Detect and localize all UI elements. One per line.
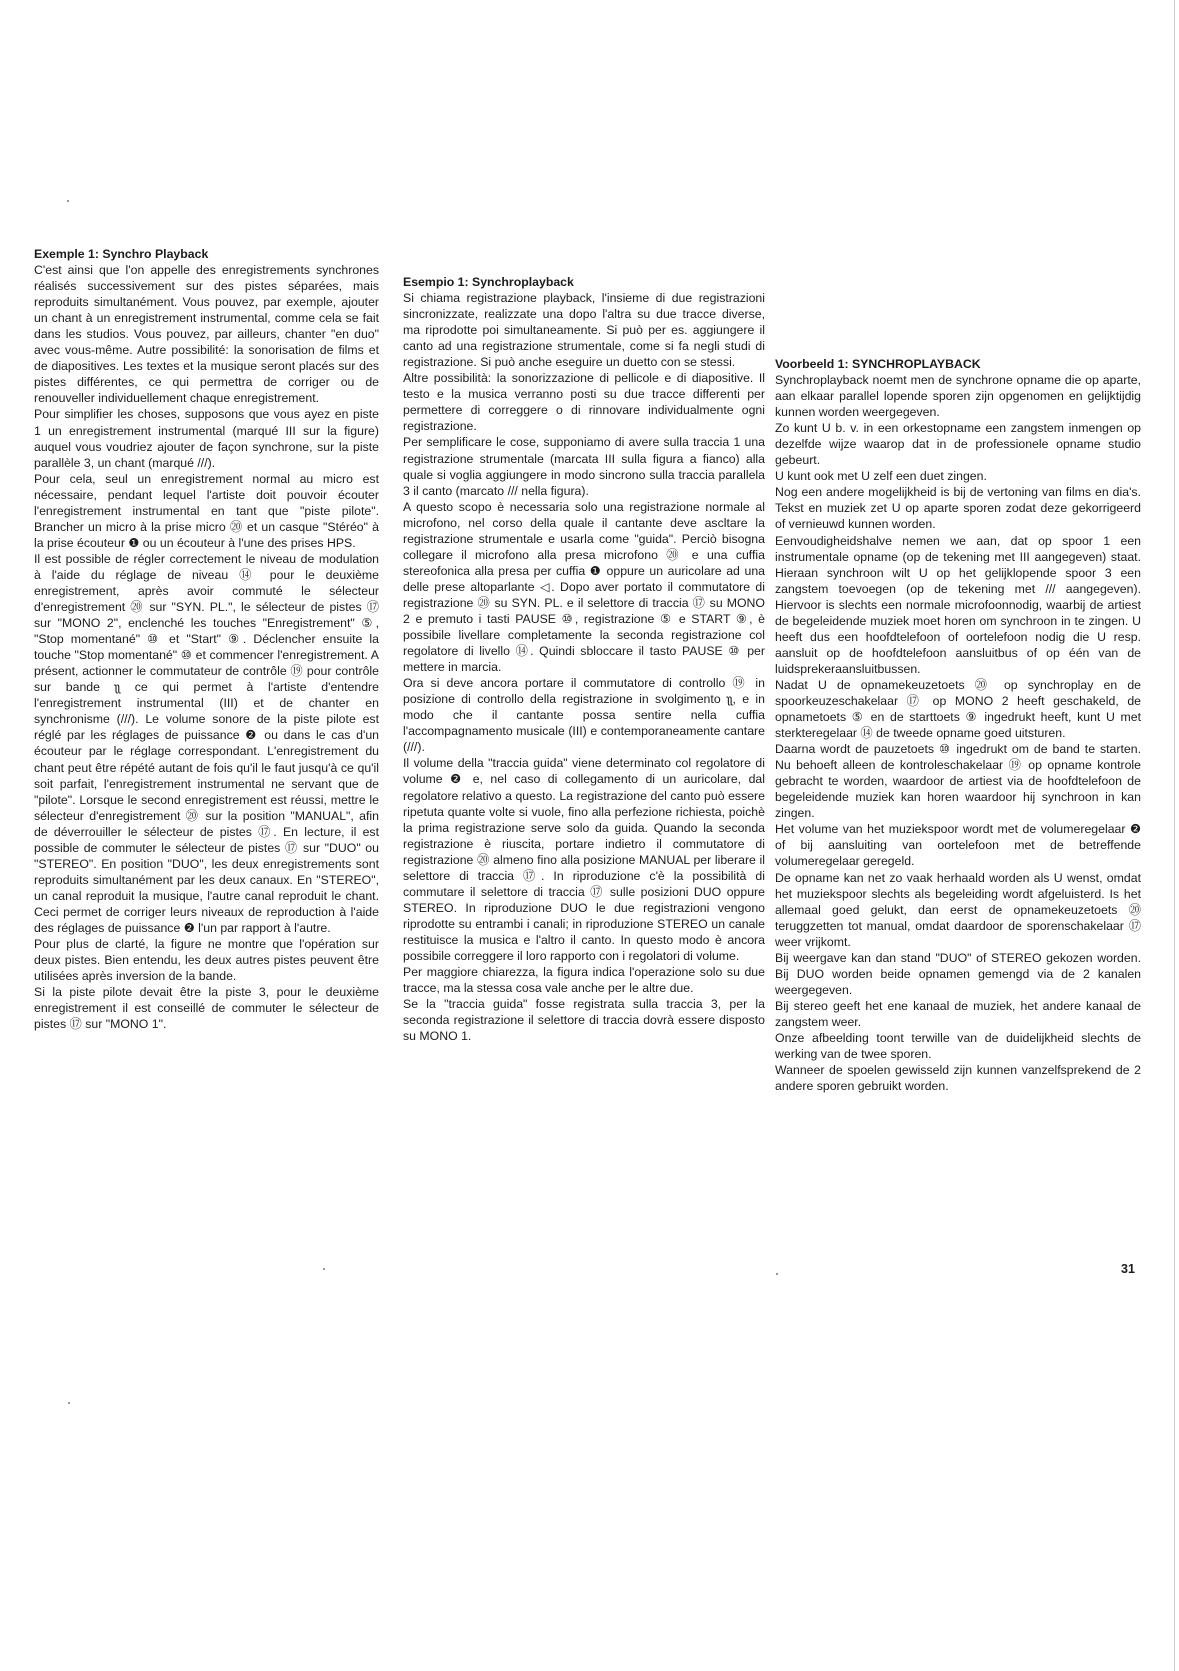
italian-paragraph: Ora si deve ancora portare il commutatore di controllo ⑲ in posizione di controllo della registrazione in svolgimento ʅʅ, e in modo che il cantante possa sentire nella cuffia l'accompagnamento musicale (III) e contemporaneamente cantare (///).	[403, 676, 765, 755]
dutch-paragraph: De opname kan net zo vaak herhaald worden als U wenst, omdat het muziekspoor slechts als begeleiding wordt afgeluisterd. Is het allemaal goed gelukt, dan eerst de opnamekeuzetoets ⑳ teruggzetten tot manual, omdat daardoor de sporenschakelaar ⑰ weer vrijkomt.	[775, 870, 1141, 949]
italian-paragraph: Il volume della "traccia guida" viene determinato col regolatore di volume ❷ e, nel caso di collegamento di un auricolare, dal regolatore relativo a questo. La registrazione del canto può essere ripetuta quante volte si vuole, fino alla perfezione richiesta, poichè la prima registrazione serve solo da guida. Quando la seconda registrazione è riuscita, portare indietro il commutatore di registrazione ⑳ almeno fino alla posizione MANUAL per liberare il selettore di traccia ⑰. In riproduzione c'è la possibilità di commutare il selettore di traccia ⑰ sulle posizioni DUO oppure STEREO. In riproduzione DUO le due registrazioni vengono riprodotte su entrambi i canali; in riproduzione STEREO un canale restituisce la musica e l'altro il canto. In questo modo è ancora possibile correggere il loro rapporto con i regolatori di volume.	[403, 756, 765, 963]
italian-paragraph: Per semplificare le cose, supponiamo di avere sulla traccia 1 una registrazione strumentale (marcata III sulla figura a fianco) alla quale si voglia aggiungere in modo sincrono sulla traccia parallela 3 il canto (marcato /// nella figura).	[403, 435, 765, 498]
italian-paragraph: Si chiama registrazione playback, l'insieme di due registrazioni sincronizzate, realizzate una dopo l'altra su due tracce diverse, ma riprodotte poi simultaneamente. Si può per es. aggiungere il canto ad una registrazione strumentale, come si fa negli studi di registrazione. Si può anche eseguire un duetto con se stessi.	[403, 291, 765, 370]
italian-paragraph: Altre possibilità: la sonorizzazione di pellicole e di diapositive. Il testo e la musica verranno posti su due tracce differenti per permettere di correggere o di rinnovare individualmente ogni registrazione.	[403, 371, 765, 434]
dutch-paragraph: Daarna wordt de pauzetoets ⑩ ingedrukt om de band te starten. Nu behoeft alleen de kontroleschakelaar ⑲ op opname kontrole gebracht te worden, waardoor de artiest via de hoofdtelefoon de begeleidende muziek kan horen waardoor hij synchroon in kan zingen.	[775, 742, 1141, 821]
dutch-paragraph: Wanneer de spoelen gewisseld zijn kunnen vanzelfsprekend de 2 andere sporen gebruikt worden.	[775, 1063, 1141, 1094]
dutch-column	[775, 356, 1141, 1094]
dutch-paragraph: Synchroplayback noemt men de synchrone opname die op aparte, aan elkaar parallel lopende sporen zijn opgenomen en gelijktijdig kunnen worden weergegeven.	[775, 373, 1141, 420]
dutch-paragraph: Bij stereo geeft het ene kanaal de muziek, het andere kanaal de zangstem weer.	[775, 998, 1141, 1029]
dutch-paragraph: U kunt ook met U zelf een duet zingen.	[775, 469, 987, 484]
dutch-paragraph: Nog een andere mogelijkheid is bij de vertoning van films en dia's. Tekst en muziek zet U op aparte sporen zodat deze gekorrigeerd of vernieuwd kunnen worden.	[775, 485, 1141, 532]
french-heading: Exemple 1: Synchro Playback	[34, 247, 209, 261]
scan-edge	[1174, 0, 1175, 1671]
french-paragraph: Si la piste pilote devait être la piste 3, pour le deuxième enregistrement il est conseillé de commuter le sélecteur de pistes ⑰ sur "MONO 1".	[34, 985, 379, 1032]
scan-speck	[67, 200, 69, 202]
page-number: 31	[1121, 1262, 1135, 1276]
french-paragraph: Pour cela, seul un enregistrement normal au micro est nécessaire, pendant lequel l'artiste doit pouvoir écouter l'enregistrement instrumental en tant que "piste pilote". Brancher un micro à la prise micro ⑳ et un casque "Stéréo" à la prise écouteur ❶ ou un écouteur à l'une des prises HPS.	[34, 471, 379, 550]
italian-paragraph: Per maggiore chiarezza, la figura indica l'operazione solo su due tracce, ma la stessa cosa vale anche per le altre due.	[403, 965, 765, 996]
italian-heading: Esempio 1: Synchroplayback	[403, 275, 574, 289]
italian-column	[403, 274, 765, 1044]
scan-speck	[776, 1273, 778, 1275]
scan-speck	[323, 1268, 325, 1270]
dutch-paragraph: Onze afbeelding toont terwille van de duidelijkheid slechts de werking van de twee sporen.	[775, 1030, 1141, 1062]
italian-paragraph: Se la "traccia guida" fosse registrata sulla traccia 3, per la seconda registrazione il selettore di traccia dovrà essere disposto su MONO 1.	[403, 997, 765, 1044]
dutch-paragraph: Zo kunt U b. v. in een orkestopname een zangstem inmengen op dezelfde wijze waarop dat in de professionele opname studio gebeurt.	[775, 421, 1141, 468]
italian-paragraph: A questo scopo è necessaria solo una registrazione normale al microfono, nel corso della quale il cantante deve ascltare la registrazione strumentale e usarla come "guida". Perciò bisogna collegare il microfono alla presa microfono ⑳ e una cuffia stereofonica alla presa per cuffia ❶ oppure un auricolare ad una delle prese altoparlante ◁. Dopo aver portato il commutatore di registrazione ⑳ su SYN. PL. e il selettore di traccia ⑰ su MONO 2 e premuto i tasti PAUSE ⑩, registrazione ⑤ e START ⑨, è possibile livellare completamente la seconda registrazione col regolatore di livello ⑭. Quindi sbloccare il tasto PAUSE ⑩ per mettere in marcia.	[403, 499, 765, 675]
french-column	[34, 246, 379, 1032]
french-paragraph: Il est possible de régler correctement le niveau de modulation à l'aide du réglage de niveau ⑭ pour le deuxième enregistrement, après avoir commuté le sélecteur d'enregistrement ⑳ sur "SYN. PL.", le sélecteur de pistes ⑰ sur "MONO 2", enclenché les touches "Enregistrement" ⑤, "Stop momentané" ⑩ et "Start" ⑨. Déclencher ensuite la touche "Stop momentané" ⑩ et commencer l'enregistrement. A présent, actionner le commutateur de contrôle ⑲ pour contrôle sur bande ʅʅ ce qui permet à l'artiste d'entendre l'enregistrement instrumental (III) et de chanter en synchronisme (///). Le volume sonore de la piste pilote est réglé par les réglages de puissance ❷ ou dans le cas d'un écouteur par le réglage correspondant. L'enregistrement du chant peut être répété autant de fois qu'il le faut jusqu'à ce qu'il soit parfait, l'enregistrement instrumental ne servant que de "pilote". Lorsque le second enregistrement est réussi, mettre le sélecteur d'enregistrement ⑳ sur la position "MANUAL", afin de déverrouiller le sélecteur de pistes ⑰. En lecture, il est possible de commuter le sélecteur de pistes ⑰ sur "DUO" ou "STEREO". En position "DUO", les deux enregistrements sont reproduits simultanément par les deux canaux. En "STEREO", un canal reproduit la musique, l'autre canal reproduit le chant. Ceci permet de corriger leurs niveaux de reproduction à l'aide des réglages de puissance ❷ l'un par rapport à l'autre.	[34, 551, 379, 935]
french-paragraph: Pour plus de clarté, la figure ne montre que l'opération sur deux pistes. Bien entendu, les deux autres pistes peuvent être utilisées après inversion de la bande.	[34, 937, 379, 984]
dutch-paragraph: Eenvoudigheidshalve nemen we aan, dat op spoor 1 een instrumentale opname (op de tekening met III aangegeven) staat. Hieraan synchroon wilt U op het gelijklopende spoor 3 een zangstem toevoegen (op de tekening met /// aangegeven). Hiervoor is slechts een normale microfoonnodig, waarbij de artiest de begeleidende muziek moet horen om synchroon in te zingen. U heeft dus een hoofdtelefoon of oortelefoon nodig die U resp. aansluit op de hoofdtelefoon aansluitbus of op één van de luidsprekeraansluitbussen.	[775, 533, 1141, 676]
french-paragraph: C'est ainsi que l'on appelle des enregistrements synchrones réalisés successivement sur des pistes séparées, mais reproduits simultanément. Vous pouvez, par exemple, ajouter un chant à un enregistrement instrumental, comme cela se fait dans les studios. Vous pouvez, par ailleurs, chanter "en duo" avec vous-même. Autre possibilité: la sonorisation de films et de diapositives. Les textes et la musique seront placés sur des pistes différentes, ce qui permettra de corriger ou de renouveller individuellement chaque enregistrement.	[34, 263, 379, 406]
scan-speck	[68, 1402, 70, 1404]
dutch-paragraph: Nadat U de opnamekeuzetoets ⑳ op synchroplay en de spoorkeuzeschakelaar ⑰ op MONO 2 heeft geschakeld, de opnametoets ⑤ en de starttoets ⑨ ingedrukt heeft, kunt U met sterkteregelaar ⑭ de tweede opname goed uitsturen.	[775, 677, 1141, 741]
dutch-paragraph: Bij weergave kan dan stand "DUO" of STEREO gekozen worden. Bij DUO worden beide opnamen gemengd via de 2 kanalen weergegeven.	[775, 950, 1141, 997]
dutch-heading: Voorbeeld 1: SYNCHROPLAYBACK	[775, 357, 981, 371]
dutch-paragraph: Het volume van het muziekspoor wordt met de volumeregelaar ❷ of bij aansluiting van oortelefoon met de betreffende volumeregelaar geregeld.	[775, 822, 1141, 869]
french-paragraph: Pour simplifier les choses, supposons que vous ayez en piste 1 un enregistrement instrumental (marqué III sur la figure) auquel vous voudriez ajouter de façon synchrone, sur la piste parallèle 3, un chant (marqué ///).	[34, 407, 379, 470]
